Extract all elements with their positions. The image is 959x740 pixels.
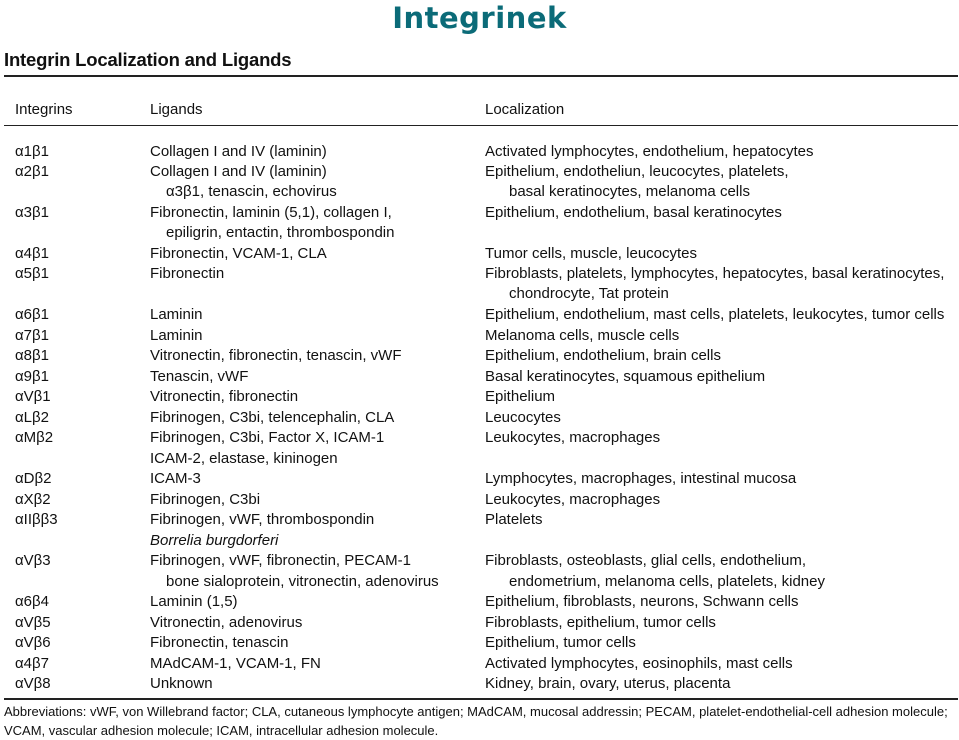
ligand-cell: Fibronectin, VCAM-1, CLA bbox=[150, 245, 327, 262]
ligand-cell: MAdCAM-1, VCAM-1, FN bbox=[150, 655, 321, 672]
integrin-cell: α7β1 bbox=[15, 327, 49, 344]
ligand-cell-continued: bone sialoprotein, vitronectin, adenovirus bbox=[166, 573, 439, 590]
bottom-rule bbox=[4, 698, 958, 700]
ligand-cell: Fibrinogen, vWF, fibronectin, PECAM-1 bbox=[150, 552, 411, 569]
localization-cell: Epithelium, endotheliun, leucocytes, platelets, bbox=[485, 163, 789, 180]
ligand-cell: Vitronectin, fibronectin bbox=[150, 388, 299, 405]
ligand-cell: Vitronectin, fibronectin, tenascin, vWF bbox=[150, 347, 402, 364]
integrin-cell: αVβ3 bbox=[15, 552, 51, 569]
integrin-cell: α4β7 bbox=[15, 655, 49, 672]
integrin-cell: αVβ6 bbox=[15, 634, 51, 651]
ligand-cell: Fibronectin, tenascin bbox=[150, 634, 289, 651]
localization-cell: Leucocytes bbox=[485, 409, 561, 426]
localization-cell: Fibroblasts, platelets, lymphocytes, hepatocytes, basal keratinocytes, bbox=[485, 265, 945, 282]
ligand-cell-continued: ICAM-2, elastase, kininogen bbox=[150, 450, 338, 467]
integrin-cell: α3β1 bbox=[15, 204, 49, 221]
localization-cell: Fibroblasts, epithelium, tumor cells bbox=[485, 614, 716, 631]
ligand-cell: Vitronectin, adenovirus bbox=[150, 614, 303, 631]
ligand-cell: Fibrinogen, C3bi, Factor X, ICAM-1 bbox=[150, 429, 385, 446]
localization-cell-continued: basal keratinocytes, melanoma cells bbox=[509, 183, 750, 200]
localization-cell-continued: endometrium, melanoma cells, platelets, kidney bbox=[509, 573, 825, 590]
header-rule bbox=[4, 125, 958, 126]
integrin-cell: α4β1 bbox=[15, 245, 49, 262]
localization-cell: Epithelium, endothelium, basal keratinocytes bbox=[485, 204, 782, 221]
localization-cell-continued: chondrocyte, Tat protein bbox=[509, 285, 669, 302]
ligand-cell: Collagen I and IV (laminin) bbox=[150, 163, 327, 180]
ligand-cell: Fibrinogen, C3bi bbox=[150, 491, 261, 508]
integrin-cell: αVβ1 bbox=[15, 388, 51, 405]
localization-cell: Epithelium, fibroblasts, neurons, Schwann cells bbox=[485, 593, 799, 610]
localization-cell: Basal keratinocytes, squamous epithelium bbox=[485, 368, 766, 385]
ligand-cell-continued: epiligrin, entactin, thrombospondin bbox=[166, 224, 395, 241]
ligand-cell: Tenascin, vWF bbox=[150, 368, 249, 385]
localization-cell: Tumor cells, muscle, leucocytes bbox=[485, 245, 698, 262]
ligand-cell-continued: Borrelia burgdorferi bbox=[150, 532, 279, 549]
ligand-cell-continued: α3β1, tenascin, echovirus bbox=[166, 183, 337, 200]
ligand-cell: Fibronectin bbox=[150, 265, 225, 282]
integrin-cell: αXβ2 bbox=[15, 491, 51, 508]
localization-cell: Epithelium bbox=[485, 388, 556, 405]
localization-cell: Epithelium, endothelium, brain cells bbox=[485, 347, 721, 364]
ligand-cell: Laminin (1,5) bbox=[150, 593, 238, 610]
header-localization: Localization bbox=[485, 101, 565, 118]
localization-cell: Leukocytes, macrophages bbox=[485, 491, 661, 508]
table-title: Integrin Localization and Ligands bbox=[4, 49, 292, 70]
ligand-cell: Laminin bbox=[150, 306, 203, 323]
slide-title: Integrinek bbox=[392, 1, 567, 35]
integrin-cell: αIIββ3 bbox=[15, 511, 58, 528]
integrin-cell: α6β4 bbox=[15, 593, 49, 610]
ligand-cell: Fibrinogen, vWF, thrombospondin bbox=[150, 511, 375, 528]
integrin-cell: α1β1 bbox=[15, 143, 49, 160]
ligand-cell: Unknown bbox=[150, 675, 213, 692]
integrin-cell: α8β1 bbox=[15, 347, 49, 364]
ligand-cell: Laminin bbox=[150, 327, 203, 344]
ligand-cell: ICAM-3 bbox=[150, 470, 201, 487]
localization-cell: Melanoma cells, muscle cells bbox=[485, 327, 680, 344]
localization-cell: Kidney, brain, ovary, uterus, placenta bbox=[485, 675, 731, 692]
localization-cell: Platelets bbox=[485, 511, 543, 528]
localization-cell: Fibroblasts, osteoblasts, glial cells, endothelium, bbox=[485, 552, 806, 569]
integrin-cell: αVβ5 bbox=[15, 614, 51, 631]
abbreviations-footnote: Abbreviations: vWF, von Willebrand factor; CLA, cutaneous lymphocyte antigen; MAdCAM, mucosal addressin; PECAM, platelet-endothelial-cell adhesion molecule; VCAM, vascular adhesion molecule; ICAM, intracellular adhesion molecule. bbox=[4, 704, 948, 738]
ligand-cell: Fibronectin, laminin (5,1), collagen I, bbox=[150, 204, 392, 221]
localization-cell: Leukocytes, macrophages bbox=[485, 429, 661, 446]
ligand-cell: Collagen I and IV (laminin) bbox=[150, 143, 327, 160]
integrin-cell: αDβ2 bbox=[15, 470, 52, 487]
integrin-cell: α9β1 bbox=[15, 368, 49, 385]
integrin-cell: αLβ2 bbox=[15, 409, 49, 426]
ligand-cell: Fibrinogen, C3bi, telencephalin, CLA bbox=[150, 409, 395, 426]
localization-cell: Activated lymphocytes, eosinophils, mast cells bbox=[485, 655, 793, 672]
localization-cell: Lymphocytes, macrophages, intestinal mucosa bbox=[485, 470, 797, 487]
header-integrins: Integrins bbox=[15, 101, 73, 118]
top-rule bbox=[4, 75, 958, 77]
localization-cell: Epithelium, endothelium, mast cells, platelets, leukocytes, tumor cells bbox=[485, 306, 945, 323]
header-ligands: Ligands bbox=[150, 101, 203, 118]
integrin-cell: αVβ8 bbox=[15, 675, 51, 692]
integrin-cell: α6β1 bbox=[15, 306, 49, 323]
localization-cell: Epithelium, tumor cells bbox=[485, 634, 636, 651]
localization-cell: Activated lymphocytes, endothelium, hepatocytes bbox=[485, 143, 814, 160]
integrin-cell: αMβ2 bbox=[15, 429, 54, 446]
integrin-cell: α5β1 bbox=[15, 265, 49, 282]
integrin-cell: α2β1 bbox=[15, 163, 49, 180]
